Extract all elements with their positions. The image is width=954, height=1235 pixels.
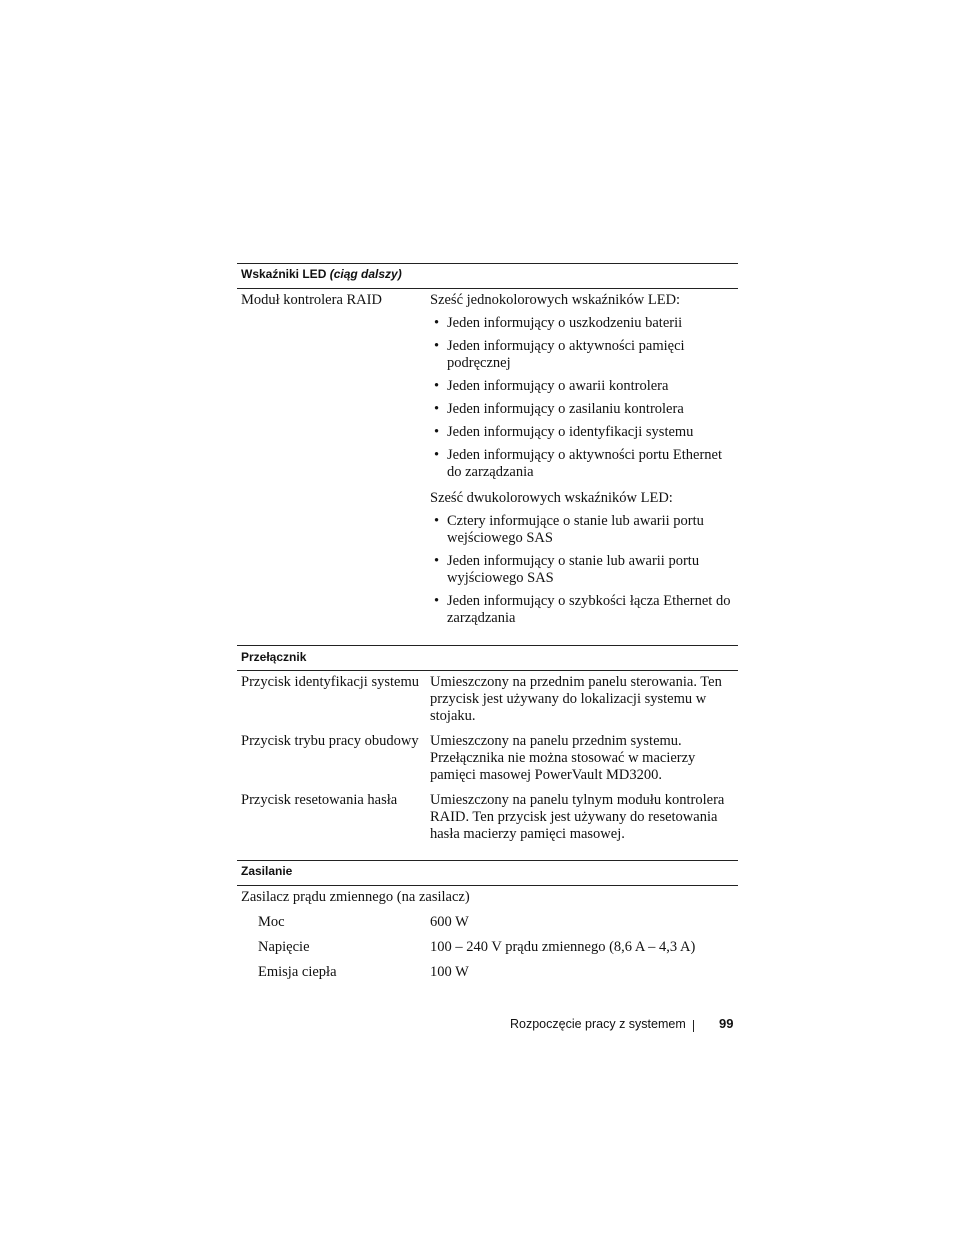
footer-chapter: Rozpoczęcie pracy z systemem: [510, 1017, 686, 1031]
row-value-voltage: 100 – 240 V prądu zmiennego (8,6 A – 4,3 A): [430, 939, 696, 955]
list-item: • Jeden informujący o szybkości łącza Ethernet do zarządzania: [434, 593, 731, 626]
power-subheading: Zasilacz prądu zmiennego (na zasilacz): [241, 889, 470, 905]
section-bottom-rule: [237, 288, 738, 289]
section-title-led-suffix: (ciąg dalszy): [329, 267, 402, 281]
single-color-list: [430, 315, 738, 487]
bullet-icon: •: [434, 401, 440, 417]
row-value-mode-button: Umieszczony na panelu przednim systemu. Przełącznika nie można stosować w macierzy pamięci masowej PowerVault MD3200.: [430, 733, 696, 783]
list-item: • Jeden informujący o uszkodzeniu baterii: [434, 315, 683, 331]
row-value-power: 600 W: [430, 914, 469, 930]
section-top-rule: [237, 645, 738, 646]
row-label-reset-button: Przycisk resetowania hasła: [241, 792, 398, 808]
row-value-id-button: Umieszczony na przednim panelu sterowania. Ten przycisk jest używany do lokalizacji systemu w stojaku.: [430, 674, 722, 724]
row-value-heat: 100 W: [430, 964, 469, 980]
row-value-reset-button: Umieszczony na panelu tylnym modułu kontrolera RAID. Ten przycisk jest używany do resetowania hasła macierzy pamięci masowej.: [430, 792, 725, 842]
section-bottom-rule: [237, 885, 738, 886]
bullet-icon: •: [434, 424, 440, 440]
list-item: • Jeden informujący o aktywności portu Ethernet do zarządzania: [434, 447, 723, 480]
dual-color-list: [430, 513, 738, 633]
bullet-icon: •: [434, 315, 440, 331]
row-label-power: Moc: [258, 914, 285, 930]
bullet-icon: •: [434, 447, 440, 463]
row-label-voltage: Napięcie: [258, 939, 310, 955]
bullet-icon: •: [434, 593, 440, 609]
list-item: • Jeden informujący o stanie lub awarii portu wyjściowego SAS: [434, 553, 700, 586]
section-title-power: Zasilanie: [241, 864, 293, 878]
section-title-led: [241, 267, 402, 281]
row-label-raid-module: Moduł kontrolera RAID: [241, 292, 382, 308]
list-item: • Jeden informujący o identyfikacji systemu: [434, 424, 694, 440]
row-label-heat: Emisja ciepła: [258, 964, 337, 980]
list-item: • Jeden informujący o awarii kontrolera: [434, 378, 669, 394]
single-color-heading: Sześć jednokolorowych wskaźników LED:: [430, 292, 681, 308]
bullet-icon: •: [434, 338, 440, 354]
footer-divider: [693, 1020, 694, 1032]
row-label-mode-button: Przycisk trybu pracy obudowy: [241, 733, 419, 749]
row-label-id-button: Przycisk identyfikacji systemu: [241, 674, 419, 690]
list-item: • Cztery informujące o stanie lub awarii portu wejściowego SAS: [434, 513, 704, 546]
list-item: • Jeden informujący o aktywności pamięci podręcznej: [434, 338, 685, 371]
dual-color-heading: Sześć dwukolorowych wskaźników LED:: [430, 490, 673, 506]
list-item: • Jeden informujący o zasilaniu kontrolera: [434, 401, 684, 417]
section-title-switch: Przełącznik: [241, 650, 307, 664]
page-number: 99: [719, 1016, 734, 1031]
section-title-led-text: Wskaźniki LED: [241, 267, 327, 281]
section-top-rule: [237, 263, 738, 264]
bullet-icon: •: [434, 553, 440, 569]
bullet-icon: •: [434, 513, 440, 529]
bullet-icon: •: [434, 378, 440, 394]
section-top-rule: [237, 860, 738, 861]
section-bottom-rule: [237, 670, 738, 671]
